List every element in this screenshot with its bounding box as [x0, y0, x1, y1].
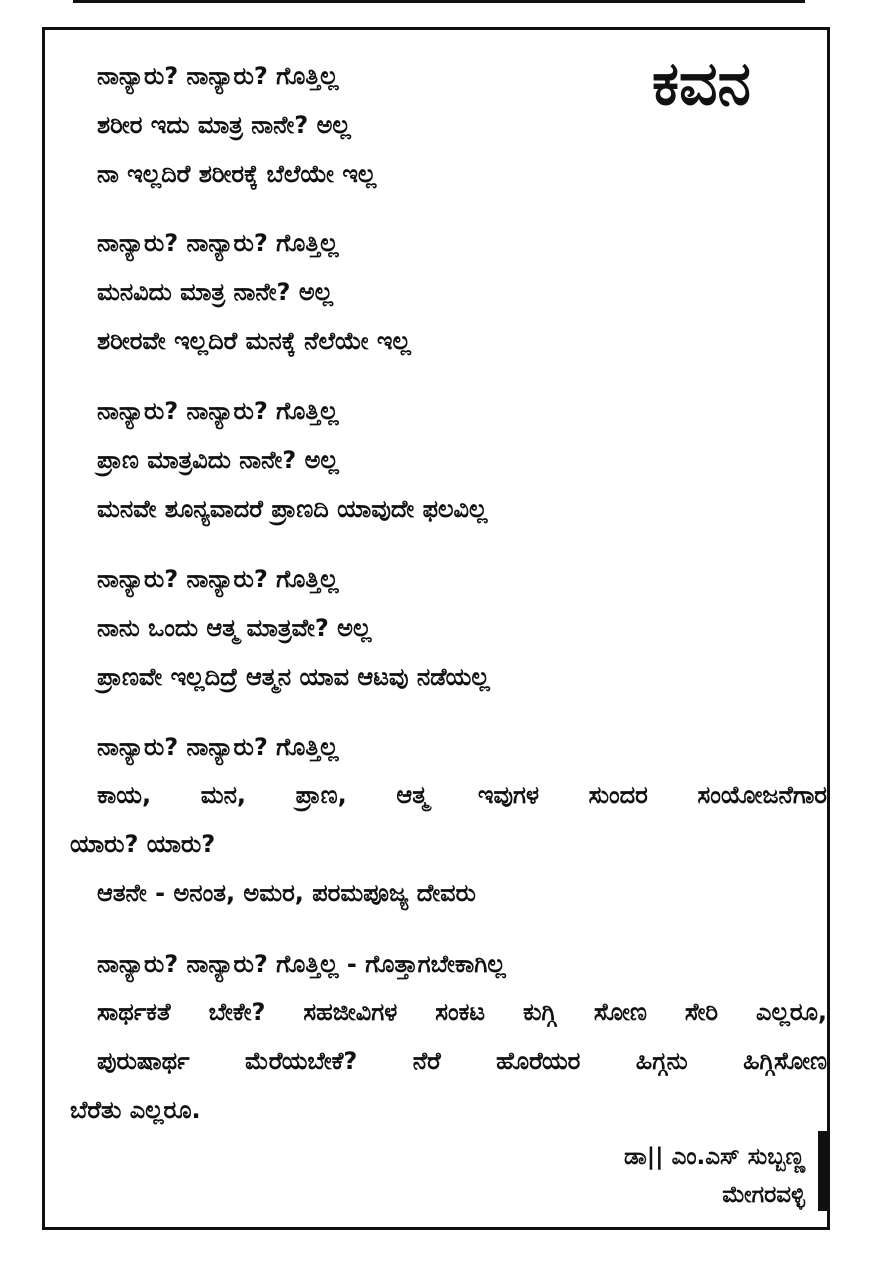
stanza-3-line-3: ಮನವೇ ಶೂನ್ಯವಾದರೆ ಪ್ರಾಣದಿ ಯಾವುದೇ ಫಲವಿಲ್ಲ [97, 495, 488, 523]
poem-title: ಕವನ [652, 49, 751, 119]
stanza-1-line-1: ನಾನ್ಯಾರು? ನಾನ್ಯಾರು? ಗೊತ್ತಿಲ್ಲ [97, 62, 339, 90]
stanza-6-line-2: ಸಾರ್ಥಕತೆ ಬೇಕೇ? ಸಹಜೀವಿಗಳ ಸಂಕಟ ಕುಗ್ಗಿ ಸೋಣ ಸೇರಿ ಎಲ್ಲರೂ, [97, 998, 827, 1026]
signature-bar [818, 1131, 830, 1211]
stanza-5-line-1: ನಾನ್ಯಾರು? ನಾನ್ಯಾರು? ಗೊತ್ತಿಲ್ಲ [97, 733, 339, 761]
stanza-4-line-1: ನಾನ್ಯಾರು? ನಾನ್ಯಾರು? ಗೊತ್ತಿಲ್ಲ [97, 565, 339, 593]
signature-place: ಮೇಗರವಳ್ಳಿ [722, 1182, 805, 1208]
stanza-3-line-1: ನಾನ್ಯಾರು? ನಾನ್ಯಾರು? ಗೊತ್ತಿಲ್ಲ [97, 397, 339, 425]
stanza-3-line-2: ಪ್ರಾಣ ಮಾತ್ರವಿದು ನಾನೇ? ಅಲ್ಲ [97, 446, 339, 474]
stanza-2-line-2: ಮನವಿದು ಮಾತ್ರ ನಾನೇ? ಅಲ್ಲ [97, 278, 334, 306]
stanza-5-line-2: ಕಾಯ, ಮನ, ಪ್ರಾಣ, ಆತ್ಮ ಇವುಗಳ ಸುಂದರ ಸಂಯೋಜನೆಗಾರ [97, 781, 827, 809]
stanza-2-line-1: ನಾನ್ಯಾರು? ನಾನ್ಯಾರು? ಗೊತ್ತಿಲ್ಲ [97, 229, 339, 257]
stanza-5-line-3: ಯಾರು? ಯಾರು? [70, 830, 216, 858]
stanza-5-line-4: ಆತನೇ - ಅನಂತ, ಅಮರ, ಪರಮಪೂಜ್ಯ ದೇವರು [97, 879, 476, 907]
stanza-1-line-3: ನಾ ಇಲ್ಲದಿರೆ ಶರೀರಕ್ಕೆ ಬೆಲೆಯೇ ಇಲ್ಲ [97, 160, 377, 188]
stanza-1-line-2: ಶರೀರ ಇದು ಮಾತ್ರ ನಾನೇ? ಅಲ್ಲ [97, 111, 351, 139]
stanza-6-line-1: ನಾನ್ಯಾರು? ನಾನ್ಯಾರು? ಗೊತ್ತಿಲ್ಲ - ಗೊತ್ತಾಗಬೇಕಾಗಿಲ್ಲ [97, 950, 506, 978]
stanza-4-line-2: ನಾನು ಒಂದು ಆತ್ಮ ಮಾತ್ರವೇ? ಅಲ್ಲ [97, 614, 372, 642]
stanza-2-line-3: ಶರೀರವೇ ಇಲ್ಲದಿರೆ ಮನಕ್ಕೆ ನೆಲೆಯೇ ಇಲ್ಲ [97, 327, 411, 355]
stanza-6-line-3: ಪುರುಷಾರ್ಥ ಮೆರೆಯಬೇಕೆ? ನೆರೆ ಹೊರೆಯರ ಹಿಗ್ಗನು ಹಿಗ್ಗಿಸೋಣ [97, 1047, 827, 1075]
stanza-4-line-3: ಪ್ರಾಣವೇ ಇಲ್ಲದಿದ್ರೆ ಆತ್ಮನ ಯಾವ ಆಟವು ನಡೆಯಲ್ಲ [97, 663, 490, 691]
stanza-6-line-4: ಬೆರೆತು ಎಲ್ಲರೂ. [70, 1096, 201, 1124]
signature-name: ಡಾ|| ಎಂ.ಎಸ್ ಸುಬ್ಬಣ್ಣ [624, 1144, 805, 1170]
